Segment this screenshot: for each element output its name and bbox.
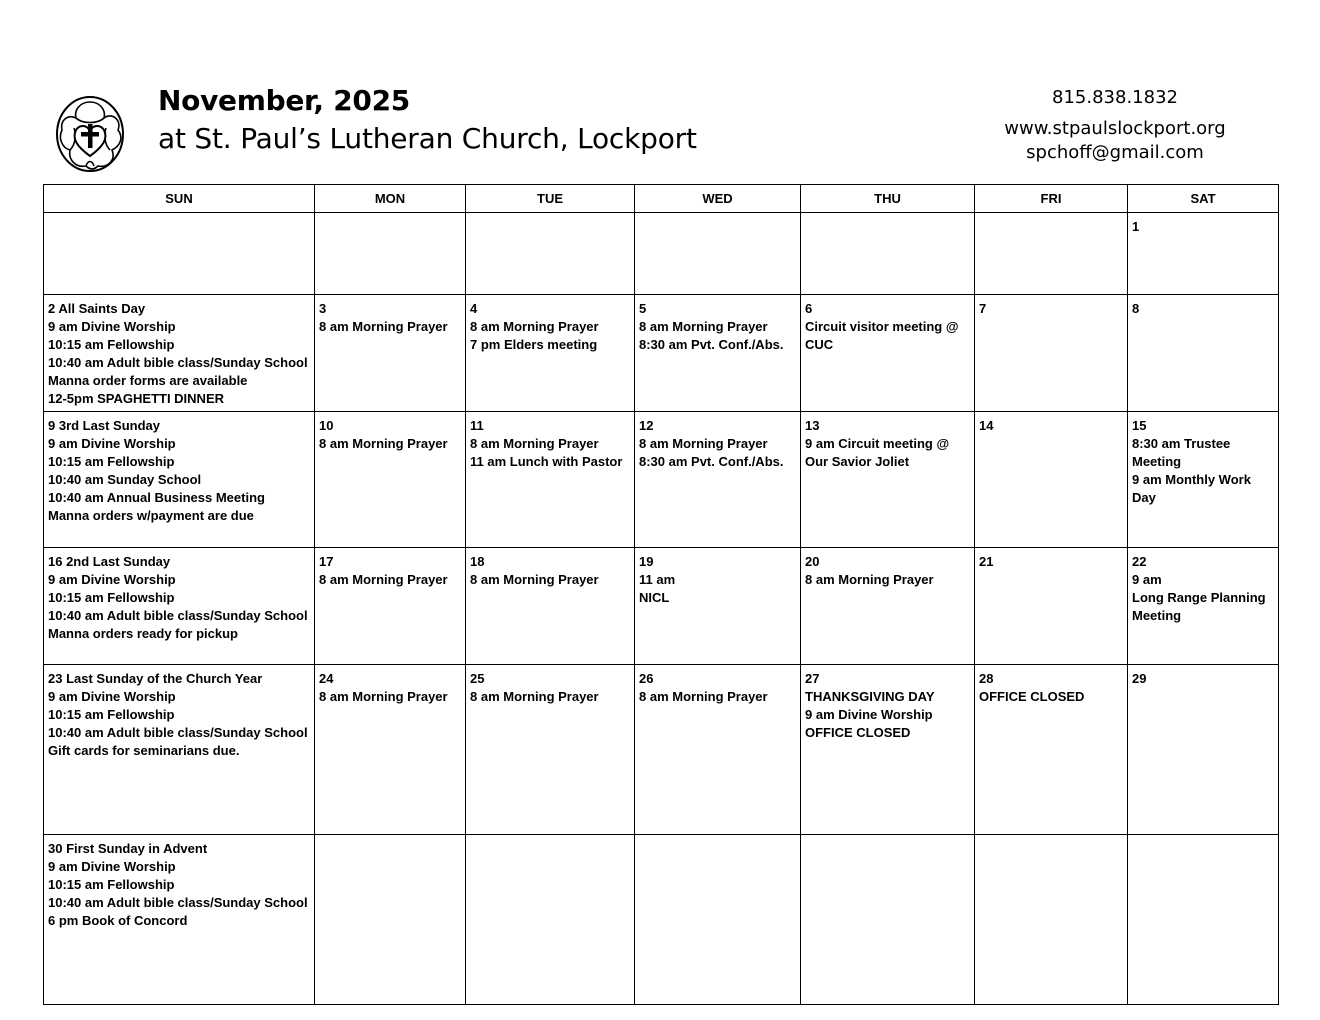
day-number: 21 [979, 554, 994, 569]
day-cell [635, 295, 801, 412]
church-name: at St. Paul’s Lutheran Church, Lockport [158, 122, 697, 155]
day-cell [635, 835, 801, 1005]
day-cell [801, 835, 975, 1005]
day-cell [44, 412, 315, 548]
event-line: 9 am Divine Worship [48, 319, 176, 334]
event-line: 8 am Morning Prayer [319, 689, 448, 704]
day-cell [1128, 213, 1279, 295]
day-number: 12 [639, 418, 654, 433]
day-number: 22 [1132, 554, 1147, 569]
week-row [44, 412, 1279, 548]
event-line: 9 am Divine Worship [805, 707, 933, 722]
event-line: OFFICE CLOSED [979, 689, 1085, 704]
day-number: 9 3rd Last Sunday [48, 418, 160, 433]
page-title: November, 2025 [158, 84, 410, 117]
event-line: 9 am Divine Worship [48, 859, 176, 874]
day-cell [466, 665, 635, 835]
weekday-mon: MON [315, 185, 466, 213]
event-line: 8 am Morning Prayer [639, 319, 768, 334]
event-line: 9 am Circuit meeting @ [805, 436, 950, 451]
day-number: 16 2nd Last Sunday [48, 554, 171, 569]
day-number: 10 [319, 418, 334, 433]
week-row [44, 548, 1279, 665]
day-cell [1128, 412, 1279, 548]
day-number: 15 [1132, 418, 1147, 433]
event-line: 8 am Morning Prayer [470, 689, 599, 704]
day-number: 20 [805, 554, 820, 569]
day-cell [1128, 835, 1279, 1005]
weekday-fri: FRI [975, 185, 1128, 213]
event-line: 10:15 am Fellowship [48, 454, 175, 469]
day-cell [315, 835, 466, 1005]
event-line: 9 am Monthly Work [1132, 472, 1251, 487]
day-number: 8 [1132, 301, 1140, 316]
day-number: 19 [639, 554, 654, 569]
event-line: 9 am Divine Worship [48, 436, 176, 451]
day-cell [801, 213, 975, 295]
event-line: Day [1132, 490, 1156, 505]
day-cell [466, 213, 635, 295]
event-line: Meeting [1132, 608, 1182, 623]
event-line: Meeting [1132, 454, 1182, 469]
day-cell [801, 548, 975, 665]
event-line: 10:40 am Adult bible class/Sunday School [48, 725, 308, 740]
day-number: 29 [1132, 671, 1147, 686]
week-row [44, 835, 1279, 1005]
day-cell [315, 412, 466, 548]
day-number: 25 [470, 671, 485, 686]
event-line: 8 am Morning Prayer [319, 572, 448, 587]
day-cell [801, 295, 975, 412]
day-number: 7 [979, 301, 987, 316]
day-cell [44, 295, 315, 412]
day-cell [801, 665, 975, 835]
day-number: 14 [979, 418, 994, 433]
event-line: 9 am Divine Worship [48, 689, 176, 704]
weekday-wed: WED [635, 185, 801, 213]
day-cell [466, 412, 635, 548]
day-cell [44, 835, 315, 1005]
event-line: 10:15 am Fellowship [48, 590, 175, 605]
event-line: 10:15 am Fellowship [48, 877, 175, 892]
event-line: Manna orders ready for pickup [48, 626, 238, 641]
day-cell [975, 213, 1128, 295]
event-line: 11 am Lunch with Pastor [470, 454, 623, 469]
event-line: 10:40 am Adult bible class/Sunday School [48, 608, 308, 623]
day-number: 3 [319, 301, 327, 316]
day-cell [635, 213, 801, 295]
day-cell [975, 548, 1128, 665]
day-number: 4 [470, 301, 478, 316]
day-cell [44, 548, 315, 665]
event-line: NICL [639, 590, 670, 605]
day-cell [44, 213, 315, 295]
event-line: 12-5pm SPAGHETTI DINNER [48, 391, 225, 406]
weekday-sat: SAT [1128, 185, 1279, 213]
week-row [44, 295, 1279, 412]
event-line: 8 am Morning Prayer [319, 436, 448, 451]
event-line: 11 am [639, 572, 676, 587]
event-line: Long Range Planning [1132, 590, 1266, 605]
day-number: 11 [470, 418, 484, 433]
event-line: Gift cards for seminarians due. [48, 743, 240, 758]
event-line: 8 am Morning Prayer [470, 319, 599, 334]
event-line: 10:40 am Adult bible class/Sunday School [48, 355, 308, 370]
day-number: 28 [979, 671, 994, 686]
event-line: 10:15 am Fellowship [48, 707, 175, 722]
event-line: 6 pm Book of Concord [48, 913, 188, 928]
day-cell [315, 548, 466, 665]
weekday-header-row [44, 185, 1279, 213]
event-line: 10:15 am Fellowship [48, 337, 175, 352]
weekday-tue: TUE [466, 185, 635, 213]
day-cell [1128, 548, 1279, 665]
event-line: CUC [805, 337, 834, 352]
day-number: 1 [1132, 219, 1140, 234]
day-cell [466, 295, 635, 412]
event-line: 9 am Divine Worship [48, 572, 176, 587]
event-line: 10:40 am Sunday School [48, 472, 202, 487]
day-cell [635, 412, 801, 548]
day-number: 26 [639, 671, 654, 686]
day-cell [975, 665, 1128, 835]
day-number: 27 [805, 671, 820, 686]
day-number: 30 First Sunday in Advent [48, 841, 208, 856]
event-line: 8 am Morning Prayer [470, 572, 599, 587]
event-line: 8:30 am Pvt. Conf./Abs. [639, 337, 784, 352]
event-line: 7 pm Elders meeting [470, 337, 598, 352]
day-cell [975, 835, 1128, 1005]
event-line: THANKSGIVING DAY [805, 689, 935, 704]
website-link[interactable]: www.stpaulslockport.org [1004, 118, 1226, 139]
day-cell [44, 665, 315, 835]
week-row [44, 213, 1279, 295]
day-number: 17 [319, 554, 334, 569]
weekday-sun: SUN [44, 185, 315, 213]
event-line: Our Savior Joliet [805, 454, 910, 469]
email-link[interactable]: spchoff@gmail.com [1026, 142, 1204, 163]
day-cell [466, 548, 635, 665]
event-line: 8:30 am Trustee [1132, 436, 1231, 451]
event-line: 8 am Morning Prayer [319, 319, 448, 334]
day-cell [315, 295, 466, 412]
day-cell [975, 412, 1128, 548]
day-number: 23 Last Sunday of the Church Year [48, 671, 263, 686]
day-cell [635, 665, 801, 835]
day-number: 6 [805, 301, 813, 316]
day-cell [1128, 665, 1279, 835]
event-line: 8 am Morning Prayer [639, 689, 768, 704]
event-line: 10:40 am Annual Business Meeting [48, 490, 265, 505]
day-cell [315, 213, 466, 295]
day-cell [315, 665, 466, 835]
day-cell [801, 412, 975, 548]
day-cell [635, 548, 801, 665]
day-number: 24 [319, 671, 334, 686]
day-number: 18 [470, 554, 485, 569]
event-line: Manna orders w/payment are due [48, 508, 254, 523]
day-number: 13 [805, 418, 820, 433]
event-line: 10:40 am Adult bible class/Sunday School [48, 895, 308, 910]
day-cell [1128, 295, 1279, 412]
weekday-thu: THU [801, 185, 975, 213]
event-line: 9 am [1132, 572, 1162, 587]
event-line: OFFICE CLOSED [805, 725, 911, 740]
week-row [44, 665, 1279, 835]
event-line: Circuit visitor meeting @ [805, 319, 959, 334]
event-line: 8:30 am Pvt. Conf./Abs. [639, 454, 784, 469]
event-line: 8 am Morning Prayer [639, 436, 768, 451]
event-line: Manna order forms are available [48, 373, 248, 388]
event-line: 8 am Morning Prayer [470, 436, 599, 451]
event-line: 8 am Morning Prayer [805, 572, 934, 587]
day-number: 5 [639, 301, 647, 316]
day-number: 2 All Saints Day [48, 301, 146, 316]
day-cell [975, 295, 1128, 412]
phone-number: 815.838.1832 [1052, 87, 1178, 108]
day-cell [466, 835, 635, 1005]
luther-rose-icon [54, 94, 126, 174]
calendar-grid [43, 184, 1279, 1005]
